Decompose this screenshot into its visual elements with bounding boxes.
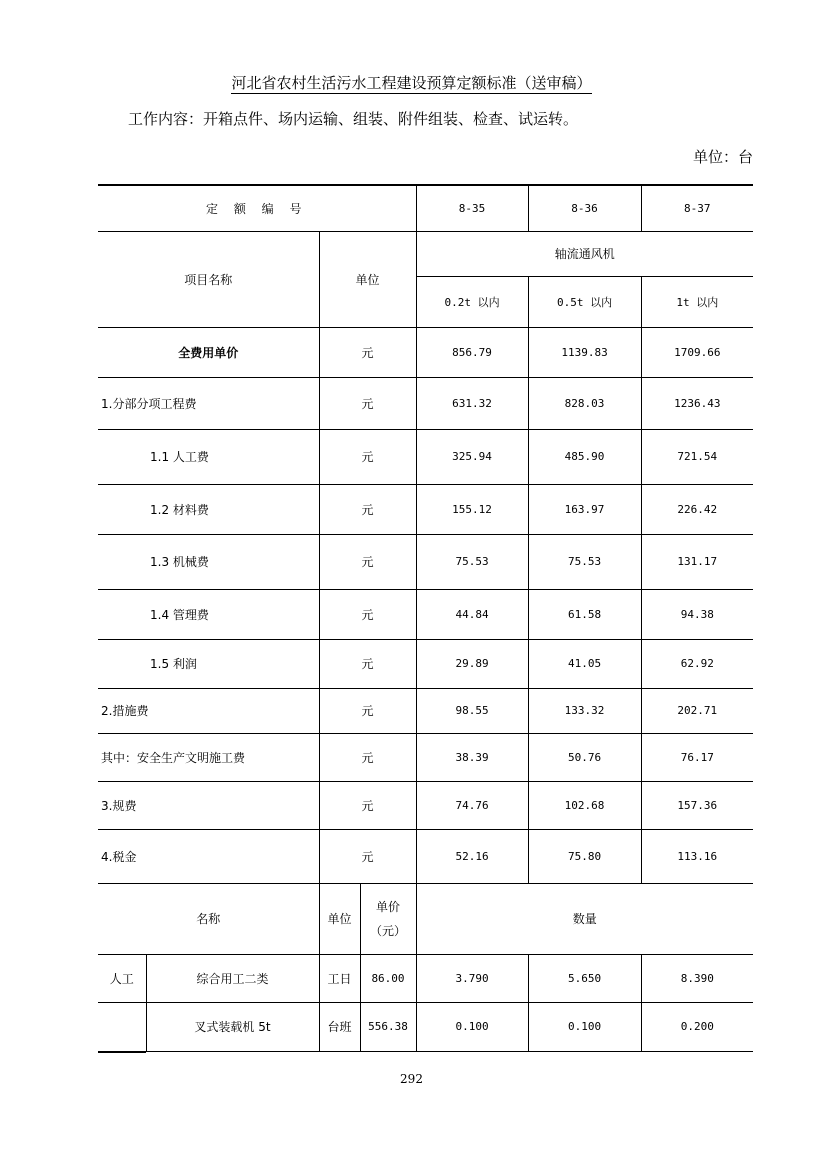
sub-header-cell: 0.2t 以内 — [416, 276, 528, 327]
quota-table-wrapper — [98, 184, 753, 1052]
table-row — [98, 781, 753, 829]
row-value: 50.76 — [528, 733, 641, 781]
table-row — [98, 829, 753, 883]
row-value: 62.92 — [641, 639, 753, 688]
row-value: 485.90 — [528, 429, 641, 484]
group-label: 轴流通风机 — [416, 231, 753, 276]
detail-row — [98, 1002, 753, 1051]
code-cell: 8-35 — [416, 185, 528, 231]
row-value: 98.55 — [416, 688, 528, 733]
table-row — [98, 484, 753, 534]
price-header-line2: （元） — [370, 923, 407, 938]
row-unit: 元 — [319, 534, 416, 589]
row-name: 1.2 材料费 — [98, 484, 319, 534]
detail-row — [98, 954, 753, 1002]
table-row — [98, 688, 753, 733]
detail-value: 5.650 — [528, 954, 641, 1002]
row-value: 1709.66 — [641, 327, 753, 377]
row-value: 721.54 — [641, 429, 753, 484]
row-unit: 元 — [319, 377, 416, 429]
row-unit: 元 — [319, 733, 416, 781]
row-unit: 元 — [319, 429, 416, 484]
row-unit: 元 — [319, 688, 416, 733]
table-row — [98, 733, 753, 781]
document-title-text: 河北省农村生活污水工程建设预算定额标准（送审稿） — [231, 74, 592, 92]
row-value: 75.80 — [528, 829, 641, 883]
page-number: 292 — [400, 1072, 423, 1086]
row-value: 113.16 — [641, 829, 753, 883]
row-unit: 元 — [319, 829, 416, 883]
unit-header: 单位 — [319, 231, 416, 327]
row-unit: 元 — [319, 327, 416, 377]
detail-name: 综合用工二类 — [146, 954, 319, 1002]
row-value: 856.79 — [416, 327, 528, 377]
detail-value: 0.100 — [528, 1002, 641, 1051]
quota-code-row — [98, 185, 753, 231]
row-name: 1.1 人工费 — [98, 429, 319, 484]
detail-name: 叉式装载机 5t — [146, 1002, 319, 1051]
row-value: 41.05 — [528, 639, 641, 688]
table-row — [98, 589, 753, 639]
row-name: 1.4 管理费 — [98, 589, 319, 639]
detail-header-row — [98, 883, 753, 954]
row-value: 155.12 — [416, 484, 528, 534]
item-name-header: 项目名称 — [98, 231, 319, 327]
sub-header-cell: 1t 以内 — [641, 276, 753, 327]
detail-category — [98, 1002, 146, 1051]
detail-category: 人工 — [98, 954, 146, 1002]
row-value: 157.36 — [641, 781, 753, 829]
document-title — [0, 72, 823, 93]
row-value: 29.89 — [416, 639, 528, 688]
code-cell: 8-37 — [641, 185, 753, 231]
row-value: 61.58 — [528, 589, 641, 639]
detail-value: 3.790 — [416, 954, 528, 1002]
row-value: 325.94 — [416, 429, 528, 484]
row-value: 94.38 — [641, 589, 753, 639]
row-value: 202.71 — [641, 688, 753, 733]
group-header-row — [98, 231, 753, 276]
code-cell: 8-36 — [528, 185, 641, 231]
row-value: 38.39 — [416, 733, 528, 781]
row-unit: 元 — [319, 639, 416, 688]
table-row — [98, 534, 753, 589]
detail-value: 0.200 — [641, 1002, 753, 1051]
row-name: 1.5 利润 — [98, 639, 319, 688]
table-row — [98, 377, 753, 429]
row-name: 2.措施费 — [98, 688, 319, 733]
row-value: 74.76 — [416, 781, 528, 829]
row-name: 1.分部分项工程费 — [98, 377, 319, 429]
row-value: 52.16 — [416, 829, 528, 883]
unit-label: 单位：台 — [692, 148, 753, 166]
detail-unit: 工日 — [319, 954, 360, 1002]
work-content: 工作内容：开箱点件、场内运输、组装、附件组装、检查、试运转。 — [128, 110, 579, 128]
detail-unit-header: 单位 — [319, 883, 360, 954]
row-value: 631.32 — [416, 377, 528, 429]
quota-label: 定 额 编 号 — [98, 185, 416, 231]
detail-unit: 台班 — [319, 1002, 360, 1051]
row-name: 3.规费 — [98, 781, 319, 829]
row-unit: 元 — [319, 781, 416, 829]
row-name: 其中：安全生产文明施工费 — [98, 733, 319, 781]
row-value: 226.42 — [641, 484, 753, 534]
row-value: 163.97 — [528, 484, 641, 534]
detail-value: 0.100 — [416, 1002, 528, 1051]
price-header-line1: 单价 — [376, 899, 401, 914]
detail-quantity-header: 数量 — [416, 883, 753, 954]
row-value: 131.17 — [641, 534, 753, 589]
row-name: 4.税金 — [98, 829, 319, 883]
detail-price: 86.00 — [360, 954, 416, 1002]
detail-value: 8.390 — [641, 954, 753, 1002]
detail-price: 556.38 — [360, 1002, 416, 1051]
row-name: 1.3 机械费 — [98, 534, 319, 589]
table-row — [98, 429, 753, 484]
row-value: 133.32 — [528, 688, 641, 733]
row-value: 102.68 — [528, 781, 641, 829]
row-value: 75.53 — [528, 534, 641, 589]
detail-price-header — [360, 883, 416, 954]
row-value: 76.17 — [641, 733, 753, 781]
row-value: 828.03 — [528, 377, 641, 429]
row-value: 1139.83 — [528, 327, 641, 377]
row-value: 44.84 — [416, 589, 528, 639]
detail-name-header: 名称 — [98, 883, 319, 954]
row-value: 1236.43 — [641, 377, 753, 429]
row-unit: 元 — [319, 589, 416, 639]
row-name: 全费用单价 — [98, 327, 319, 377]
table-bottom-left-rule — [98, 1051, 146, 1053]
sub-header-cell: 0.5t 以内 — [528, 276, 641, 327]
row-unit: 元 — [319, 484, 416, 534]
quota-table — [98, 184, 753, 1052]
row-value: 75.53 — [416, 534, 528, 589]
table-row — [98, 327, 753, 377]
table-row — [98, 639, 753, 688]
